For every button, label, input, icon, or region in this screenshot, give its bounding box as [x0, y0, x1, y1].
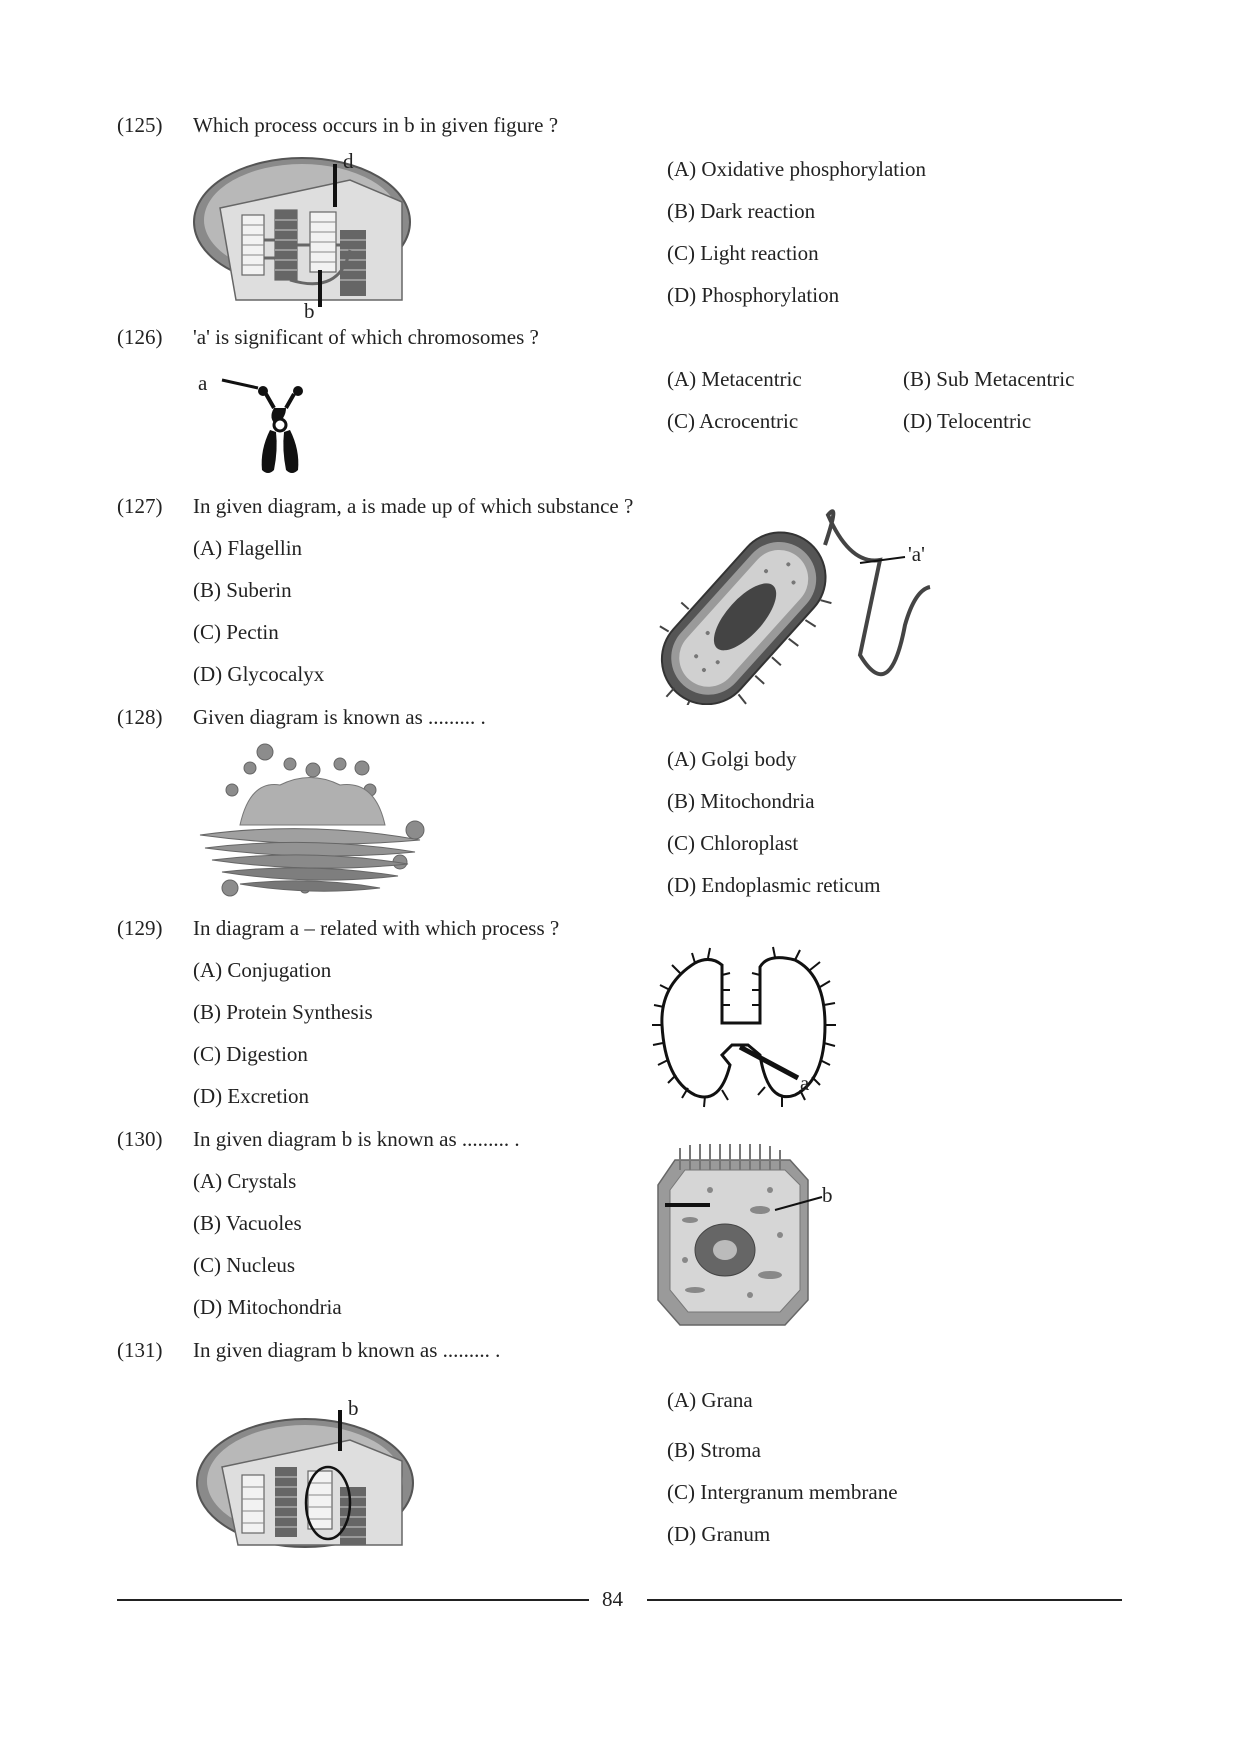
- option: (D) Mitochondria: [193, 1295, 342, 1319]
- label-b: b: [822, 1183, 833, 1207]
- question-number: (126): [117, 325, 163, 349]
- option: (D) Telocentric: [903, 409, 1032, 433]
- question-number: (130): [117, 1127, 163, 1151]
- label-a: a: [198, 371, 208, 395]
- question-text: In given diagram, a is made up of which substance ?: [193, 494, 634, 518]
- question-text: Given diagram is known as ......... .: [193, 705, 486, 729]
- option: (B) Suberin: [193, 578, 292, 602]
- option: (B) Stroma: [667, 1438, 761, 1462]
- option: (A) Metacentric: [667, 367, 802, 391]
- question-number: (131): [117, 1338, 163, 1362]
- option: (C) Digestion: [193, 1042, 308, 1066]
- chloroplast-diagram: [190, 1395, 430, 1560]
- option: (D) Granum: [667, 1522, 771, 1546]
- option: (A) Golgi body: [667, 747, 797, 771]
- option: (B) Sub Metacentric: [903, 367, 1075, 391]
- option: (C) Intergranum membrane: [667, 1480, 898, 1504]
- option: (C) Light reaction: [667, 241, 819, 265]
- option: (A) Crystals: [193, 1169, 297, 1193]
- option: (A) Oxidative phosphorylation: [667, 157, 926, 181]
- option: (D) Endoplasmic reticum: [667, 873, 881, 897]
- question-text: In given diagram b known as ......... .: [193, 1338, 501, 1362]
- question-number: (127): [117, 494, 163, 518]
- bacterium-diagram: [650, 505, 950, 705]
- question-text: Which process occurs in b in given figure ?: [193, 113, 559, 137]
- chromosome-diagram: [190, 370, 320, 480]
- option: (A) Flagellin: [193, 536, 303, 560]
- label-a: 'a': [908, 542, 925, 566]
- golgi-body-diagram: [190, 740, 450, 910]
- label-a: a: [800, 1071, 810, 1095]
- question-number: (128): [117, 705, 163, 729]
- option: (B) Mitochondria: [667, 789, 815, 813]
- footer-rule-right: [647, 1599, 1122, 1601]
- option: (D) Glycocalyx: [193, 662, 325, 686]
- option: (B) Protein Synthesis: [193, 1000, 373, 1024]
- label-b: b: [348, 1396, 359, 1420]
- label-d: d: [343, 150, 354, 173]
- question-number: (125): [117, 113, 163, 137]
- option: (D) Excretion: [193, 1084, 310, 1108]
- option: (A) Conjugation: [193, 958, 332, 982]
- option: (B) Vacuoles: [193, 1211, 302, 1235]
- conjugating-cells-diagram: [650, 945, 850, 1110]
- label-b: b: [304, 299, 315, 323]
- question-text: In given diagram b is known as ......... .: [193, 1127, 520, 1151]
- question-text: In diagram a – related with which process ?: [193, 916, 560, 940]
- question-text: 'a' is significant of which chromosomes ?: [193, 325, 539, 349]
- page-number: 84: [602, 1587, 623, 1611]
- option: (C) Acrocentric: [667, 409, 799, 433]
- option: (D) Phosphorylation: [667, 283, 840, 307]
- option: (C) Pectin: [193, 620, 279, 644]
- option: (B) Dark reaction: [667, 199, 816, 223]
- animal-cell-diagram: [650, 1140, 880, 1330]
- question-number: (129): [117, 916, 163, 940]
- option: (A) Grana: [667, 1388, 753, 1412]
- option: (C) Chloroplast: [667, 831, 799, 855]
- chloroplast-diagram: [190, 150, 430, 325]
- footer-rule-left: [117, 1599, 589, 1601]
- option: (C) Nucleus: [193, 1253, 296, 1277]
